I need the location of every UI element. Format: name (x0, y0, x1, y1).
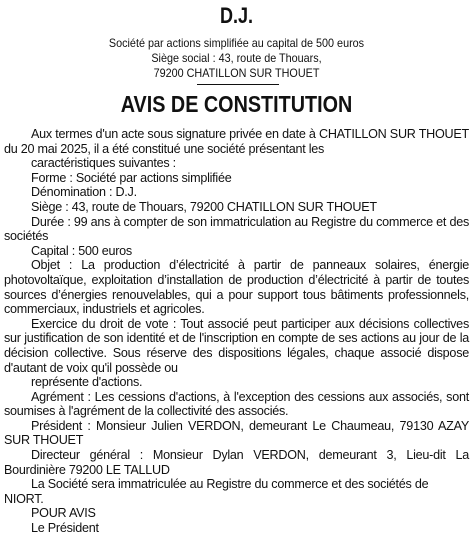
notice-title: AVIS DE CONSTITUTION (120, 91, 353, 117)
seat-line: Siège : 43, route de Thouars, 79200 CHATILLON SUR THOUET (31, 199, 377, 214)
header-divider (197, 84, 279, 85)
denomination-line: Dénomination : D.J. (31, 185, 137, 200)
voting-rights-paragraph: Exercice du droit de vote : Tout associé peut participer aux décisions collectives sur justification de son identité et de l'inscription en compte de ses actions au jour de la décision collective. Sous réserve des dispositions légales, chaque associé dispose d'autant de voix qu'il possède ou (4, 316, 469, 375)
purpose-paragraph: Objet : La production d’électricité à partir de panneaux solaires, énergie photovoltaïque, exploitation d’installation de production d’électricité à partir de toutes sources d’énergies renouvelables, qui a pour support tous bâtiments professionnels, commerciaux, industriels et agricoles. (4, 258, 469, 317)
form-line: Forme : Société par actions simplifiée (31, 170, 232, 185)
city-line: 79200 CHATILLON SUR THOUET (153, 66, 320, 80)
deed-paragraph: Aux termes d'un acte sous signature privée en date à CHATILLON SUR THOUET du 20 mai 2025, il a été constitué une société présentant les (4, 127, 469, 156)
characteristics-line: caractéristiques suivantes : (31, 156, 176, 171)
company-name: D.J. (219, 3, 254, 28)
duration-line: Durée : 99 ans à compter de son immatriculation au Registre du commerce et des sociétés (4, 214, 469, 244)
legal-form-line: Société par actions simplifiée au capital de 500 euros (108, 36, 365, 50)
pour-avis-line: POUR AVIS (31, 506, 96, 521)
registration-line: La Société sera immatriculée au Registre du commerce et des sociétés de NIORT. (4, 477, 429, 506)
president-paragraph: Président : Monsieur Julien VERDON, demeurant Le Chaumeau, 79130 AZAY SUR THOUET (4, 418, 469, 448)
signature-line: Le Président (31, 521, 99, 536)
notice-body (4, 127, 469, 536)
approval-paragraph: Agrément : Les cessions d'actions, à l'exception des cessions aux associés, sont soumises à l'agrément de la collectivité des associés. (4, 389, 469, 419)
voting-rights-continuation: représente d'actions. (31, 375, 143, 390)
registered-office-line: Siège social : 43, route de Thouars, (151, 51, 322, 65)
general-director-paragraph: Directeur général : Monsieur Dylan VERDON, demeurant 3, Lieu-dit La Bourdinière 79200 LE TALLUD (4, 448, 469, 477)
capital-line: Capital : 500 euros (31, 243, 132, 258)
